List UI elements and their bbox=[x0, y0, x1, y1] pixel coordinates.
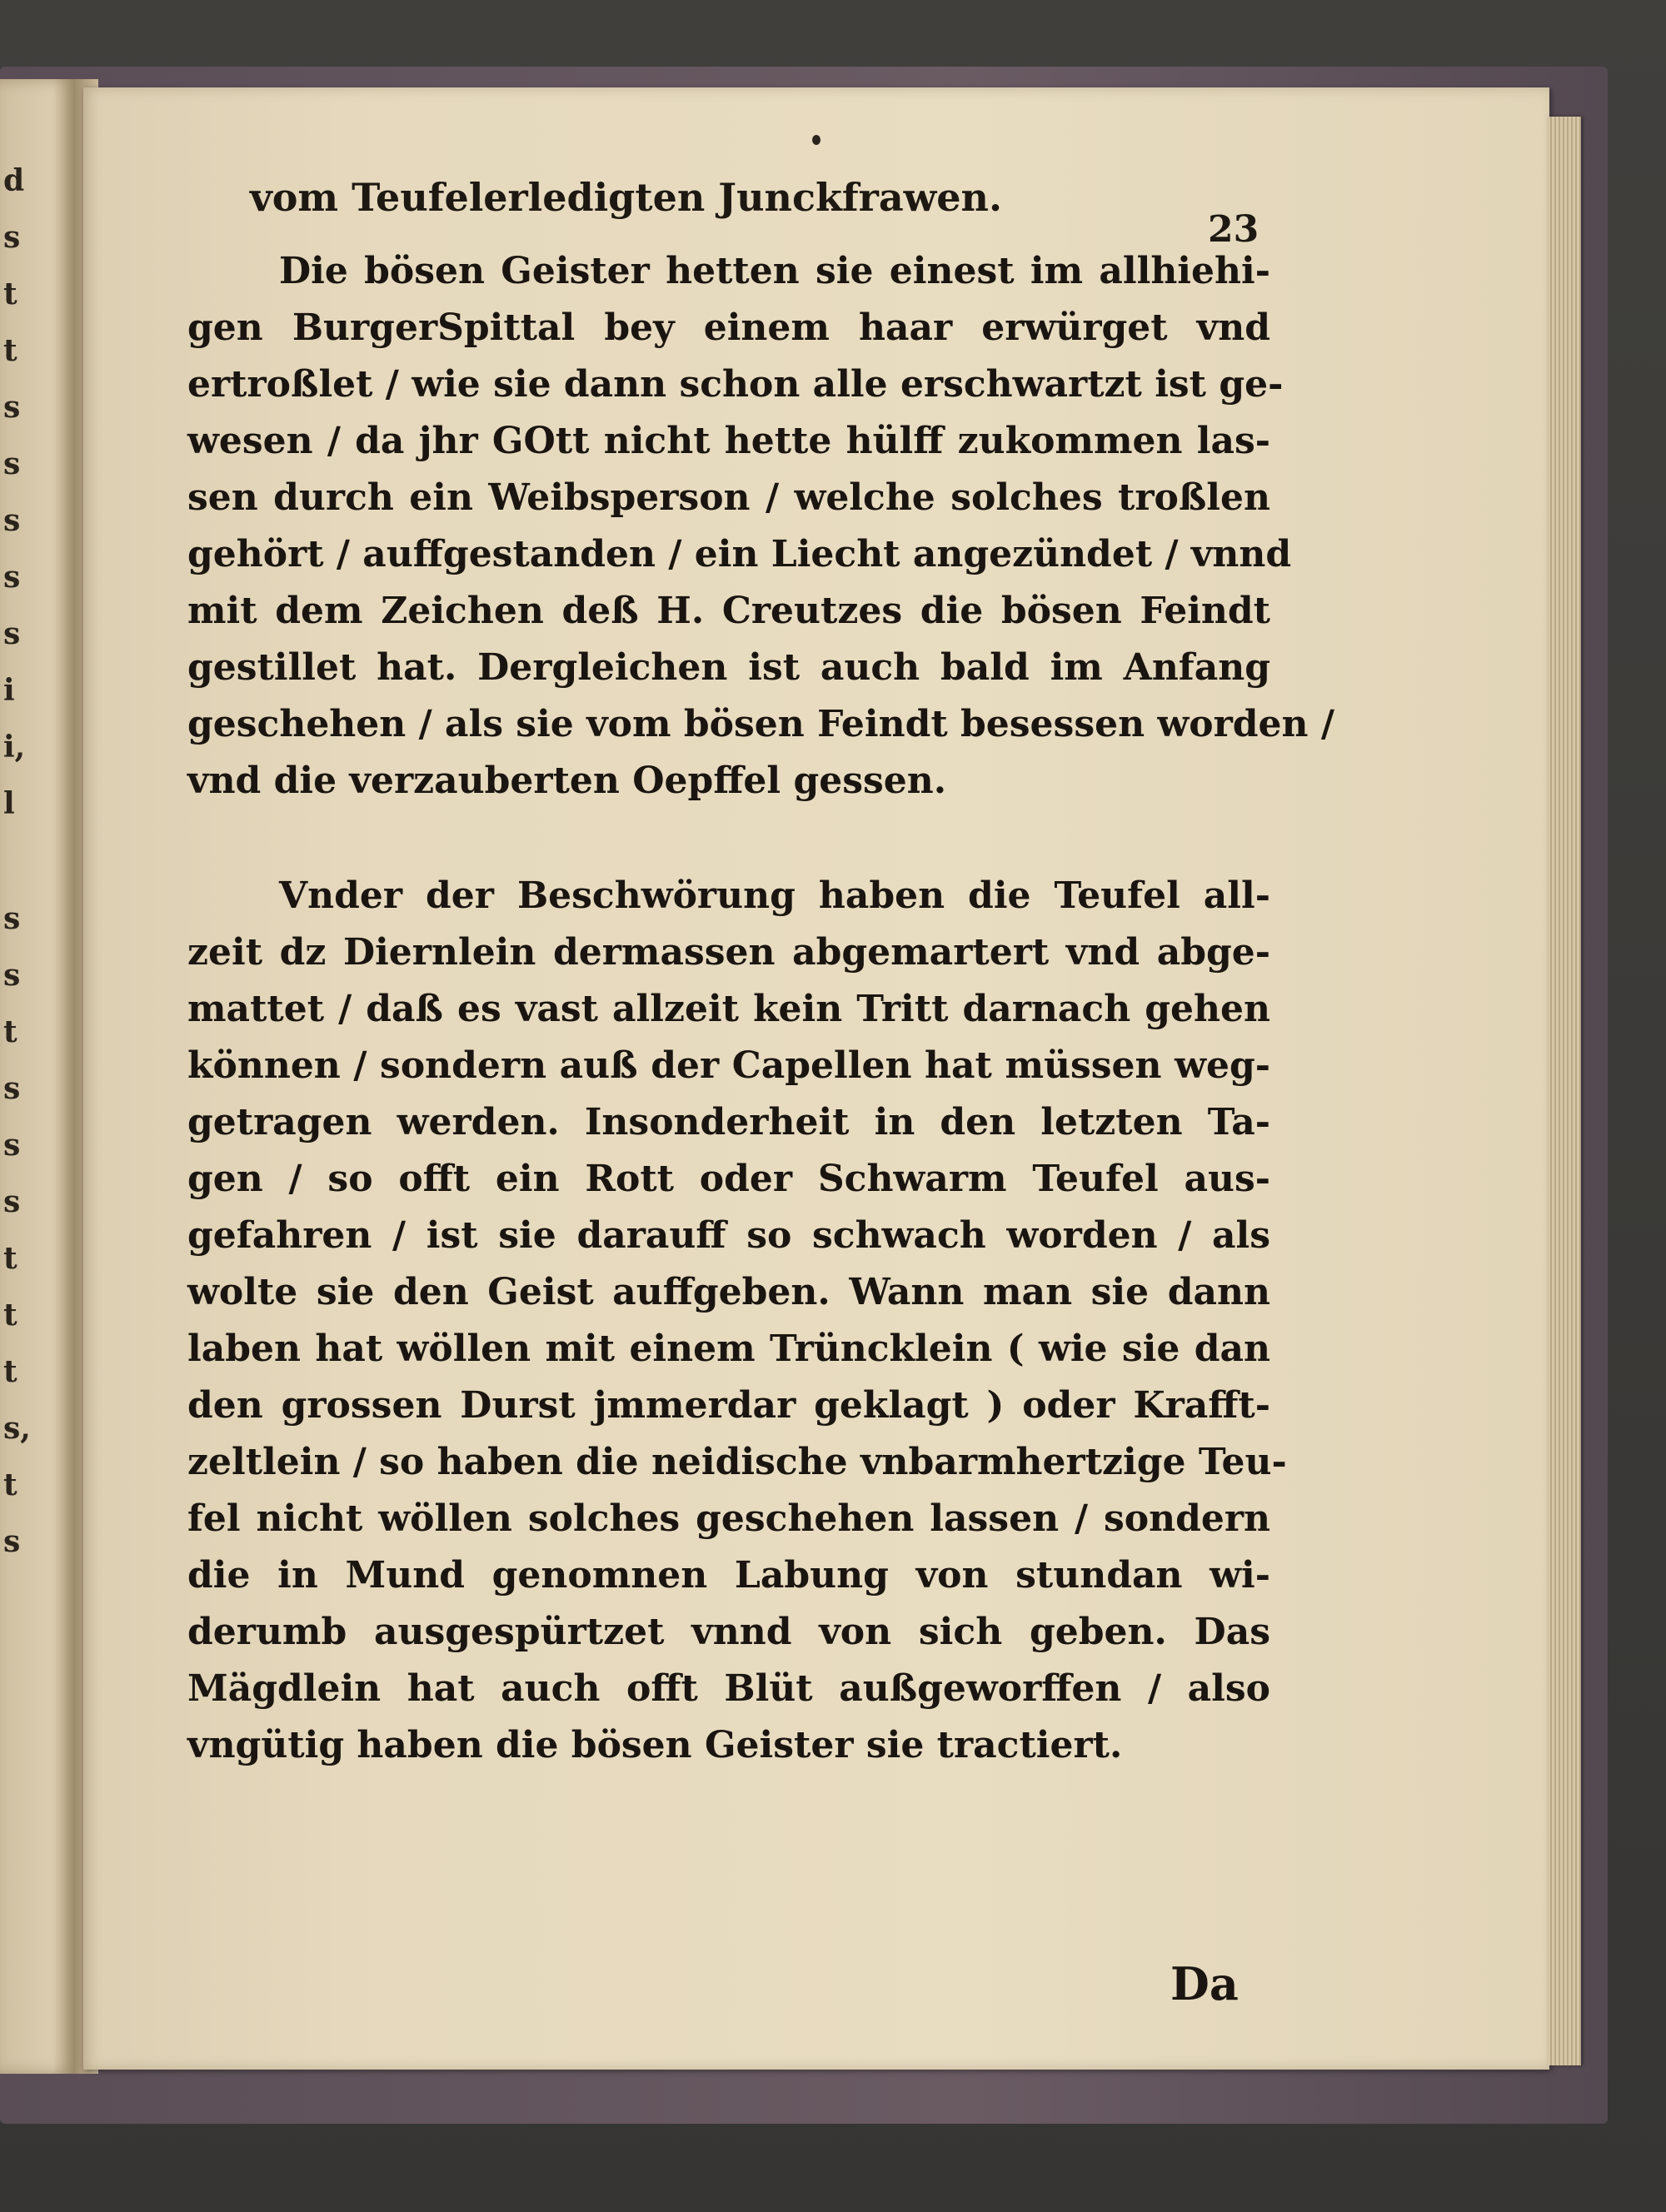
text-line: Mägdlein hat auch offt Blüt außgeworffen / also bbox=[187, 1667, 1270, 1710]
previous-page-fragment: s bbox=[3, 220, 21, 255]
text-line: können / sondern auß der Capellen hat müssen weg- bbox=[187, 1044, 1270, 1087]
body-text bbox=[187, 243, 1334, 1774]
text-line: vnd die verzauberten Oepffel gessen. bbox=[187, 760, 947, 802]
previous-page-edge bbox=[0, 79, 75, 2074]
page-edges bbox=[1548, 117, 1581, 2065]
text-line: sen durch ein Weibsperson / welche solches troßlen bbox=[187, 476, 1270, 519]
previous-page-fragment: t bbox=[3, 333, 17, 368]
text-line: vngütig haben die bösen Geister sie tractiert. bbox=[187, 1724, 1123, 1766]
previous-page-fragment: t bbox=[3, 1014, 17, 1049]
previous-page-fragment: i bbox=[3, 673, 15, 708]
text-line: gen / so offt ein Rott oder Schwarm Teufel aus- bbox=[187, 1158, 1270, 1200]
text-line: gefahren / ist sie darauff so schwach worden / als bbox=[187, 1214, 1270, 1257]
text-line: die in Mund genomnen Labung von stundan wi- bbox=[187, 1554, 1270, 1597]
previous-page-fragment: s bbox=[3, 390, 21, 425]
previous-page-fragment: t bbox=[3, 1467, 17, 1502]
catchword: Da bbox=[1170, 1957, 1239, 2010]
text-line: den grossen Durst jmmerdar geklagt ) oder Krafft- bbox=[187, 1384, 1270, 1427]
text-line: laben hat wöllen mit einem Trüncklein ( wie sie dan bbox=[187, 1328, 1270, 1370]
text-line: gestillet hat. Dergleichen ist auch bald im Anfang bbox=[187, 646, 1270, 689]
paragraph-2 bbox=[187, 868, 1287, 1774]
text-line: zeit dz Diernlein dermassen abgemartert vnd abge- bbox=[187, 931, 1270, 974]
previous-page-fragment: t bbox=[3, 1241, 17, 1276]
previous-page-fragment: s bbox=[3, 1128, 21, 1163]
text-line: geschehen / als sie vom bösen Feindt besessen worden / bbox=[187, 703, 1334, 745]
text-line: mit dem Zeichen deß H. Creutzes die bösen Feindt bbox=[187, 590, 1270, 632]
running-head: vom Teufelerledigten Junckfrawen. bbox=[250, 175, 1002, 220]
previous-page-fragment: t bbox=[3, 1298, 17, 1333]
previous-page-fragment: s bbox=[3, 958, 21, 993]
previous-page-fragment: s bbox=[3, 616, 21, 651]
text-line: mattet / daß es vast allzeit kein Tritt darnach gehen bbox=[187, 988, 1270, 1030]
text-line: wesen / da jhr GOtt nicht hette hülff zukommen las- bbox=[187, 420, 1270, 462]
text-line: derumb ausgespürtzet vnnd von sich geben. Das bbox=[187, 1611, 1270, 1653]
text-line: fel nicht wöllen solches geschehen lassen / sondern bbox=[187, 1497, 1270, 1540]
previous-page-fragment: l bbox=[3, 786, 15, 821]
previous-page-fragment: s bbox=[3, 560, 21, 595]
text-line: wolte sie den Geist auffgeben. Wann man sie dann bbox=[187, 1271, 1270, 1313]
previous-page-fragment: s bbox=[3, 1071, 21, 1106]
paragraph-gap bbox=[187, 810, 1270, 868]
previous-page-fragment: s bbox=[3, 503, 21, 538]
page-number: 23 bbox=[1208, 208, 1259, 251]
text-line: ertroßlet / wie sie dann schon alle erschwartzt ist ge- bbox=[187, 363, 1284, 406]
previous-page-fragment: s bbox=[3, 446, 21, 481]
previous-page-fragment: s bbox=[3, 1524, 21, 1559]
text-line: gen BurgerSpittal bey einem haar erwürget vnd bbox=[187, 306, 1270, 349]
text-line: Die bösen Geister hetten sie einest im allhiehi- bbox=[279, 250, 1270, 292]
text-line: zeltlein / so haben die neidische vnbarmhertzige Teu- bbox=[187, 1441, 1287, 1483]
previous-page-fragment: t bbox=[3, 1354, 17, 1389]
previous-page-fragment: s bbox=[3, 1184, 21, 1219]
previous-page-fragment: d bbox=[3, 163, 25, 198]
ink-mark bbox=[812, 135, 821, 145]
text-line: Vnder der Beschwörung haben die Teufel all- bbox=[279, 874, 1270, 917]
text-line: getragen werden. Insonderheit in den letzten Ta- bbox=[187, 1101, 1270, 1143]
previous-page-fragment: s, bbox=[3, 1411, 31, 1446]
previous-page-fragment: t bbox=[3, 276, 17, 311]
previous-page-fragment: i, bbox=[3, 730, 26, 765]
text-line: gehört / auffgestanden / ein Liecht angezündet / vnnd bbox=[187, 533, 1292, 575]
paragraph-1 bbox=[187, 243, 1334, 810]
previous-page-fragment: s bbox=[3, 901, 21, 936]
